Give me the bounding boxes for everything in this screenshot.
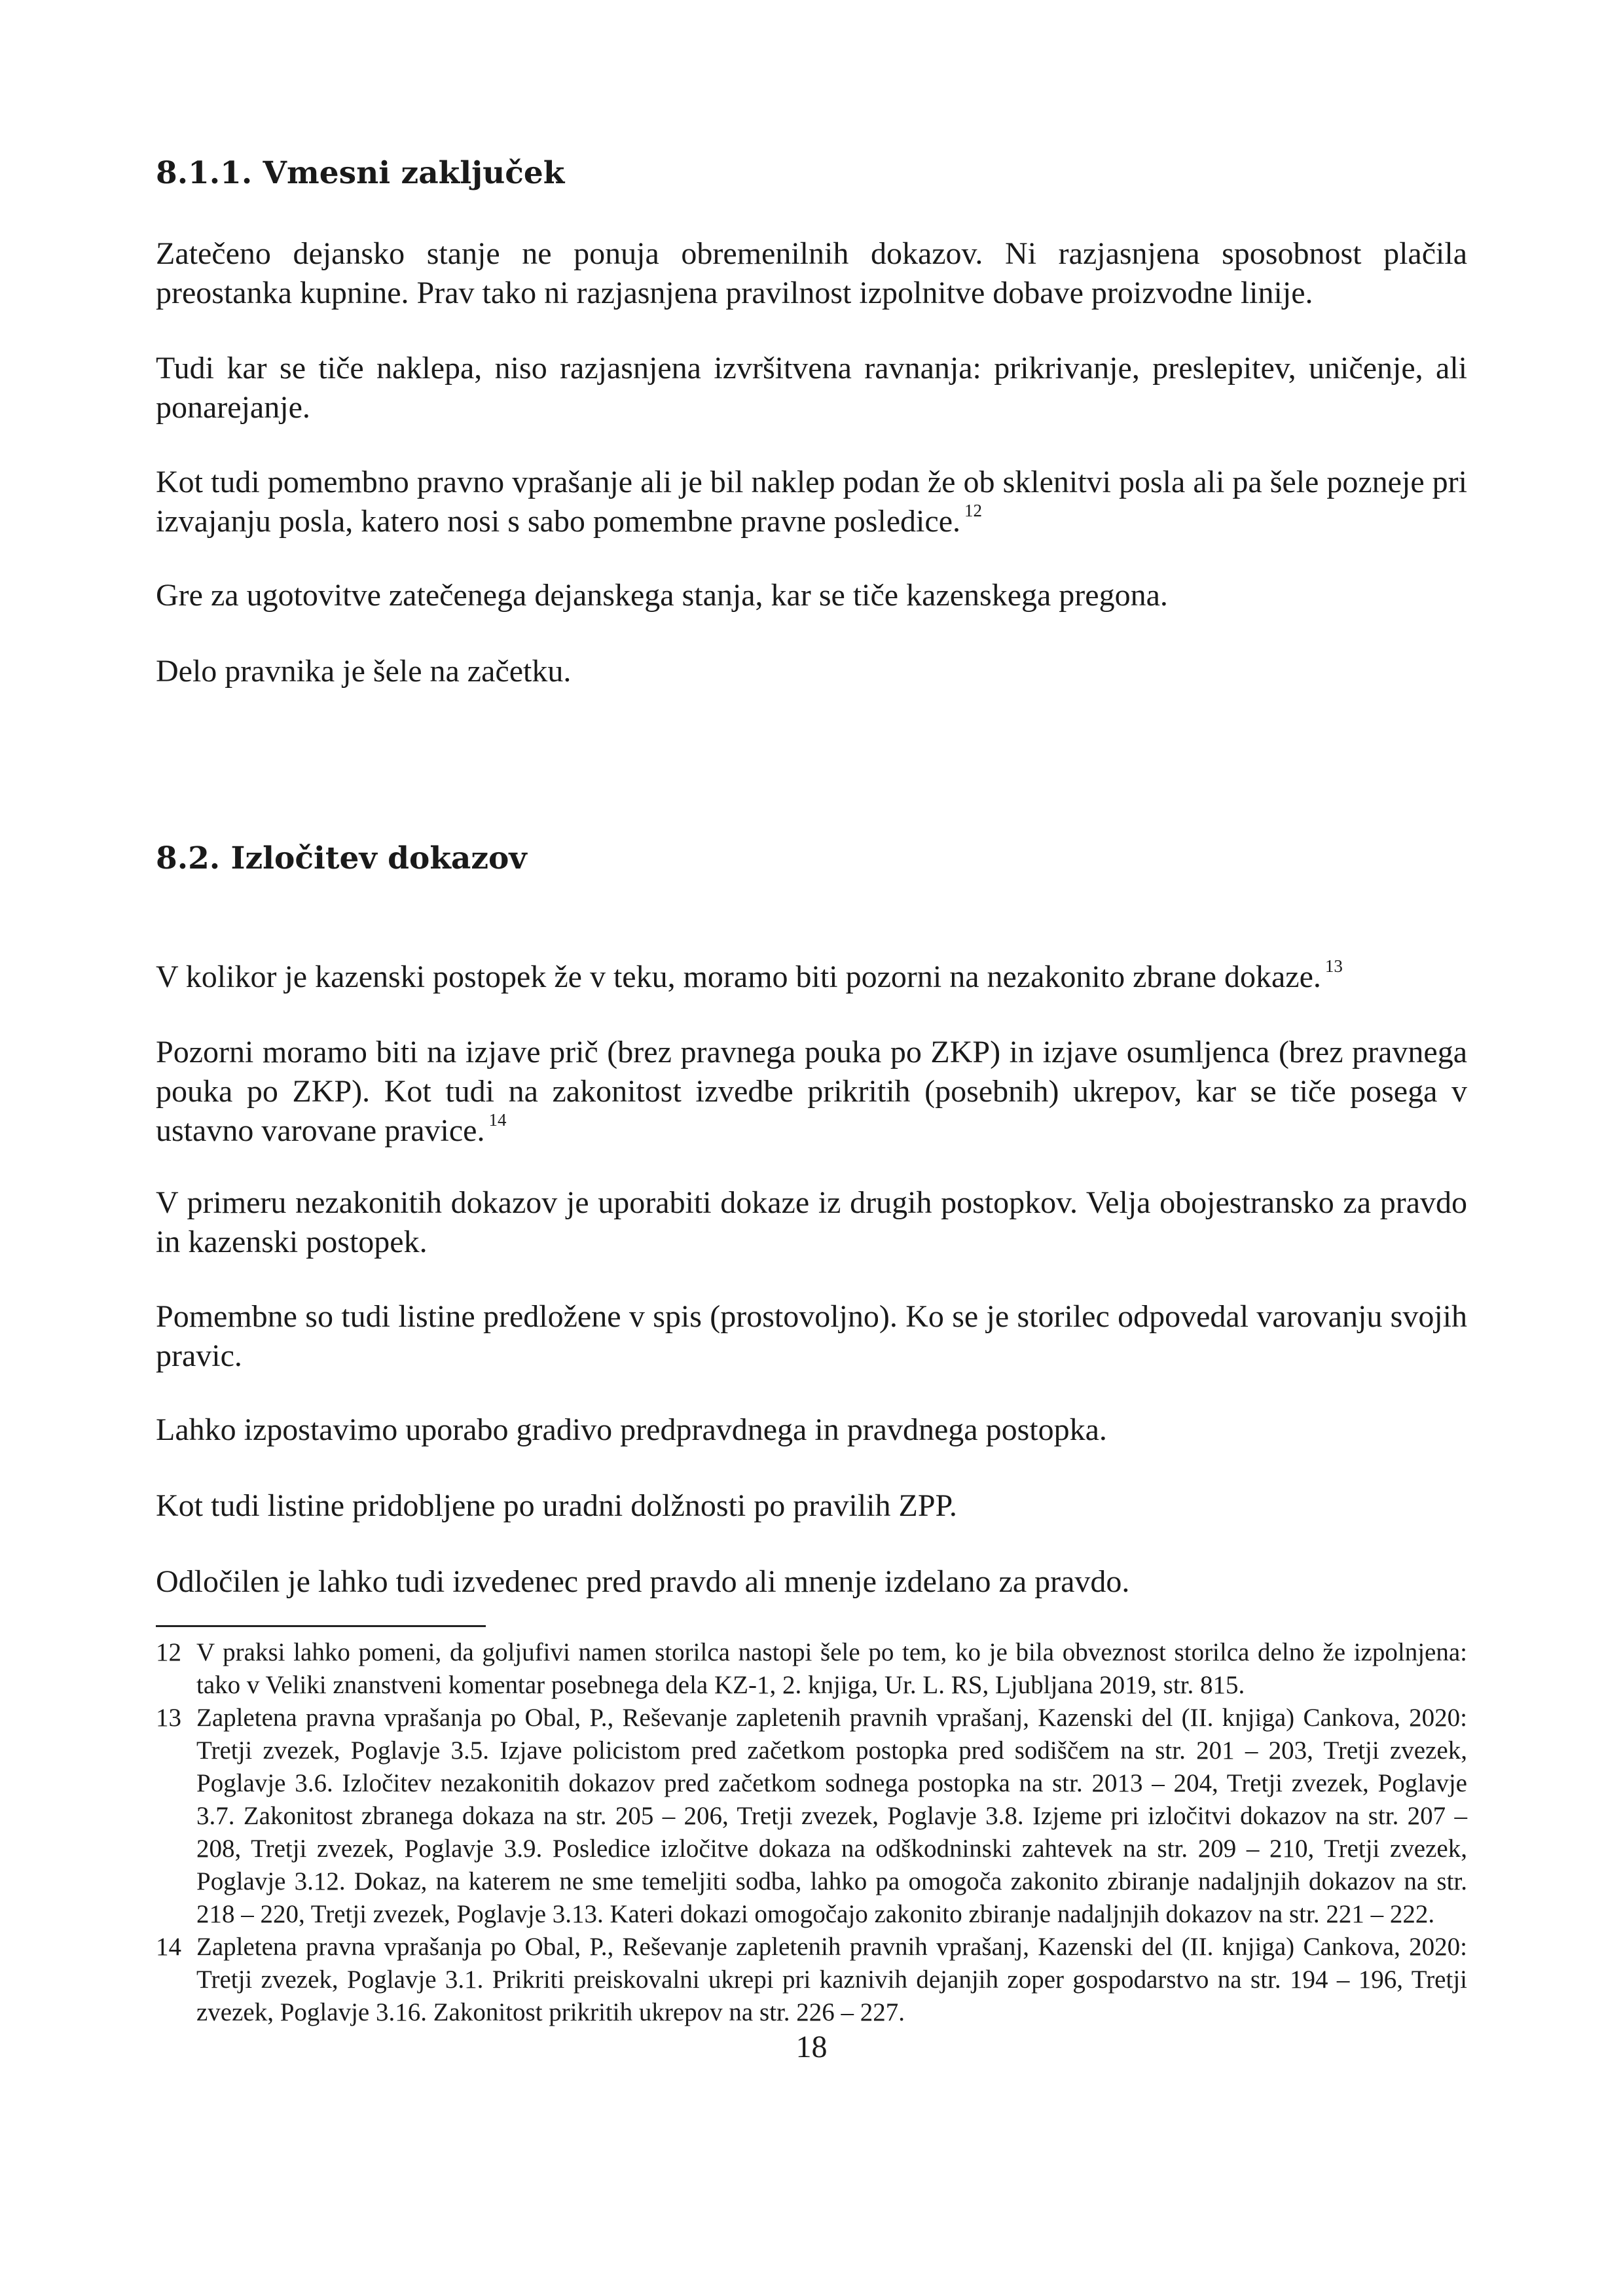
footnote-reference: 14 bbox=[488, 1110, 507, 1130]
paragraph: Odločilen je lahko tudi izvedenec pred pravdo ali mnenje izdelano za pravdo. bbox=[156, 1564, 1130, 1599]
paragraph: Delo pravnika je šele na začetku. bbox=[156, 654, 572, 689]
footnote-text: Zapletena pravna vprašanja po Obal, P., Reševanje zapletenih pravnih vprašanj, Kazenski del (II. knjiga) Cankova, 2020: Tretji zvezek, Poglavje 3.5. Izjave policistom pred začetkom postopka pred sodiščem na str. 201 – 203, Tretji zvezek, Poglavje 3.6. Izločitev nezakonitih dokazov pred začetkom sodnega postopka na str. 2013 – 204, Tretji zvezek, Poglavje 3.7. Zakonitost zbranega dokaza na str. 205 – 206, Tretji zvezek, Poglavje 3.8. Izjeme pri izločitvi dokazov na str. 207 – 208, Tretji zvezek, Poglavje 3.9. Posledice izločitve dokaza na odškodninski zahtevek na str. 209 – 210, Tretji zvezek, Poglavje 3.12. Dokaz, na katerem ne sme temeljiti sodba, lahko pa omogoča zakonito zbiranje nadaljnjih dokazov na str. 218 – 220, Tretji zvezek, Poglavje 3.13. Kateri dokazi omogočajo zakonito zbiranje nadaljnjih dokazov na str. 221 – 222. bbox=[196, 1704, 1467, 1928]
footnote-number: 12 bbox=[156, 1638, 181, 1666]
paragraph: V kolikor je kazenski postopek že v teku, moramo biti pozorni na nezakonito zbrane dokaze. $^{13}$ bbox=[156, 956, 1343, 994]
page-number: 18 bbox=[795, 2030, 828, 2064]
paragraph: Zatečeno dejansko stanje ne ponuja obremenilnih dokazov. Ni razjasnjena sposobnost plačila preostanka kupnine. Prav tako ni razjasnjena pravilnost izpolnitve dobave proizvodne linije. bbox=[156, 236, 1467, 310]
paragraph: Kot tudi pomembno pravno vprašanje ali je bil naklep podan že ob sklenitvi posla ali pa šele pozneje pri izvajanju posla, katero nosi s sabo pomembne pravne posledice. $^{12}$ bbox=[156, 465, 1467, 539]
paragraph: Tudi kar se tiče naklepa, niso razjasnjena izvršitvena ravnanja: prikrivanje, preslepitev, uničenje, ali ponarejanje. bbox=[156, 351, 1467, 425]
paragraph: Kot tudi listine pridobljene po uradni dolžnosti po pravilih ZPP. bbox=[156, 1488, 957, 1523]
footnote-item bbox=[156, 1636, 1467, 1702]
footnote-item bbox=[156, 1931, 1467, 2029]
footnote-item bbox=[156, 1702, 1467, 1931]
section-heading-8-1-1: 8.1.1. Vmesni zaključek bbox=[156, 155, 565, 191]
paragraph: Pomembne so tudi listine predložene v spis (prostovoljno). Ko se je storilec odpovedal varovanju svojih pravic. bbox=[156, 1299, 1467, 1373]
footnote-number: 13 bbox=[156, 1704, 181, 1732]
footnote-reference: 13 bbox=[1324, 956, 1343, 977]
footnote-reference: 12 bbox=[964, 501, 982, 521]
paragraph: V primeru nezakonitih dokazov je uporabiti dokaze iz drugih postopkov. Velja obojestransko za pravdo in kazenski postopek. bbox=[156, 1185, 1467, 1259]
paragraph: Gre za ugotovitve zatečenega dejanskega stanja, kar se tiče kazenskega pregona. bbox=[156, 578, 1168, 613]
paragraph: Pozorni moramo biti na izjave prič (brez pravnega pouka po ZKP) in izjave osumljenca (brez pravnega pouka po ZKP). Kot tudi na zakonitost izvedbe prikritih (posebnih) ukrepov, kar se tiče posega v ustavno varovane pravice. $^{14}$ bbox=[156, 1035, 1467, 1148]
footnote-text: Zapletena pravna vprašanja po Obal, P., Reševanje zapletenih pravnih vprašanj, Kazenski del (II. knjiga) Cankova, 2020: Tretji zvezek, Poglavje 3.1. Prikriti preiskovalni ukrepi pri kaznivih dejanjih zoper gospodarstvo na str. 194 – 196, Tretji zvezek, Poglavje 3.16. Zakonitost prikritih ukrepov na str. 226 – 227. bbox=[196, 1933, 1467, 2026]
paragraph: Lahko izpostavimo uporabo gradivo predpravdnega in pravdnega postopka. bbox=[156, 1412, 1107, 1447]
footnote-text: V praksi lahko pomeni, da goljufivi namen storilca nastopi šele po tem, ko je bila obveznost storilca delno že izpolnjena: tako v Veliki znanstveni komentar posebnega dela KZ-1, 2. knjiga, Ur. L. RS, Ljubljana 2019, str. 815. bbox=[196, 1638, 1467, 1699]
footnotes bbox=[156, 1636, 1467, 2029]
section-heading-8-2: 8.2. Izločitev dokazov bbox=[156, 840, 527, 876]
footnote-separator bbox=[156, 1625, 486, 1627]
footnote-number: 14 bbox=[156, 1933, 181, 1961]
